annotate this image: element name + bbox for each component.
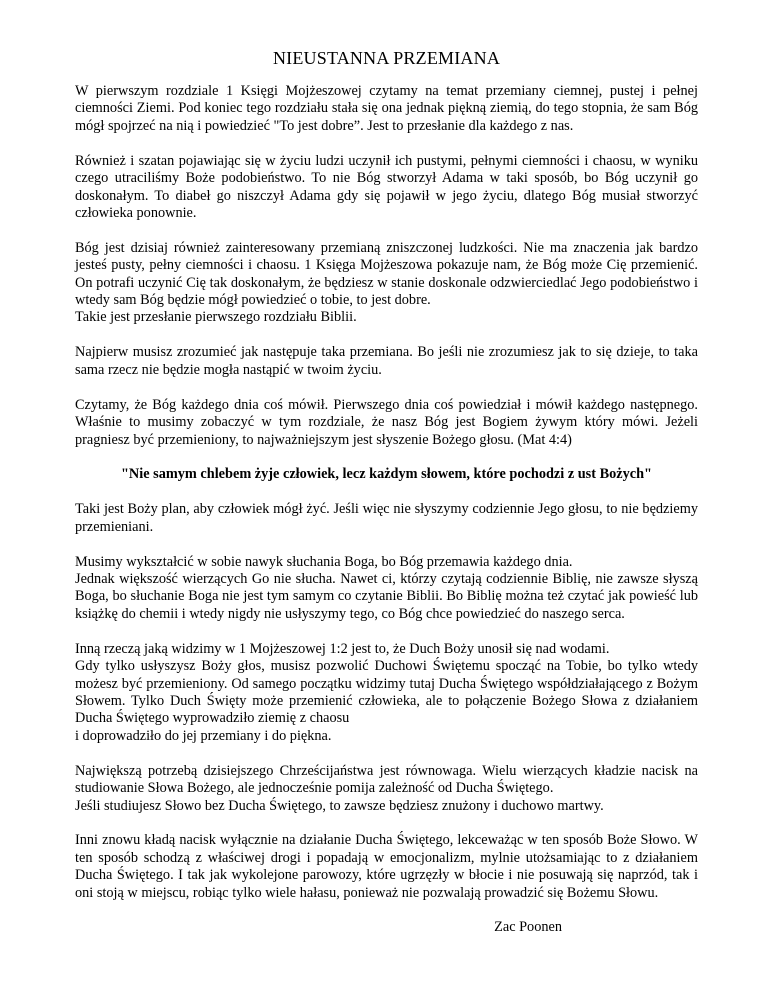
document-title: NIEUSTANNA PRZEMIANA bbox=[272, 48, 501, 68]
paragraph-line: Jeśli studiujesz Słowo bez Ducha Świętego, to zawsze będziesz znużony i duchowo martwy. bbox=[75, 797, 604, 814]
paragraph-line: W pierwszym rozdziale 1 Księgi Mojżeszowej czytamy na temat przemiany ciemnej, pustej i pełnej ciemności Ziemi. Pod koniec tego rozdziału stała się ona jednak piękną ziemią, do tego stopnia, że sam Bóg mógł spojrzeć na nią i powiedzieć "To jest dobre”. Jest to przesłanie dla każdego z nas. bbox=[75, 83, 698, 134]
paragraph-line: Bóg jest dzisiaj również zainteresowany przemianą zniszczonej ludzkości. Nie ma znaczenia jak bardzo jesteś pusty, pełny ciemności i chaosu. 1 Księga Mojżeszowa pokazuje nam, że Bóg może Cię przemienić. On potrafi uczynić Cię tak doskonałym, że będziesz w stanie doskonale odzwierciedlać Jego podobieństwo i wtedy sam Bóg będzie mógł powiedzieć o tobie, to jest dobre. bbox=[75, 239, 698, 309]
paragraph-line: Jednak większość wierzących Go nie słucha. Nawet ci, którzy czytają codziennie Biblię, nie zawsze słyszą Boga, bo słuchanie Boga nie jest tym samym co czytanie Biblii. Bo Biblię można też czytać jak powieść lub książkę do chemii i wtedy nigdy nie usłyszymy tego, co Bóg chce powiedzieć do naszego serca. bbox=[75, 571, 698, 622]
paragraph-line: Również i szatan pojawiając się w życiu ludzi uczynił ich pustymi, pełnymi ciemności i chaosu, w wyniku czego utraciliśmy Boże podobieństwo. To nie Bóg stworzył Adama w taki sposób, bo Bóg uczynił go doskonałym. To diabeł go niszczył Adama gdy się pojawił w jego życiu, dlatego Bóg musiał stworzyć człowieka ponownie. bbox=[75, 152, 698, 221]
document-page bbox=[75, 47, 698, 936]
paragraph-line: Inną rzeczą jaką widzimy w 1 Mojżeszowej 1:2 jest to, że Duch Boży unosił się nad wodami. bbox=[75, 640, 610, 657]
paragraph-1 bbox=[75, 83, 698, 135]
paragraph-line: Inni znowu kładą nacisk wyłącznie na działanie Ducha Świętego, lekceważąc w ten sposób Boże Słowo. W ten sposób schodzą z właściwej drogi i popadają w emocjonalizm, mylnie utożsamiając to z działaniem Ducha Świętego. I tak jak wykolejone parowozy, które ugrzęzły w błocie i nie posuwają się naprzód, tak i oni stoją w miejscu, robiąc tylko wiele hałasu, ponieważ nie pozwalają prowadzić się Bożemu Słowu. bbox=[75, 832, 698, 901]
paragraph-5 bbox=[75, 397, 698, 449]
paragraph-line: Czytamy, że Bóg każdego dnia coś mówił. Pierwszego dnia coś powiedział i mówił każdego następnego. Właśnie to musimy zobaczyć w tym rozdziale, że nasz Bóg jest Bogiem żywym który mówi. Jeżeli pragniesz być przemieniony, to najważniejszym jest słyszenie Bożego głosu. (Mat 4:4) bbox=[75, 396, 698, 448]
paragraph-line: Gdy tylko usłyszysz Boży głos, musisz pozwolić Duchowi Świętemu spocząć na Tobie, bo tylko wtedy możesz być przemieniony. Od samego początku widzimy tutaj Ducha Świętego współdziałającego z Bożym Słowem. Tylko Duch Święty może przemienić człowieka, ale to połączenie Bożego Słowa z działaniem Ducha Świętego wyprowadziło ziemię z chaosu bbox=[75, 658, 698, 727]
scripture-quote: "Nie samym chlebem żyje człowiek, lecz każdym słowem, które pochodzi z ust Bożych" bbox=[121, 466, 652, 483]
paragraph-10 bbox=[75, 832, 698, 902]
paragraph-8 bbox=[75, 641, 698, 745]
paragraph-line: Najpierw musisz zrozumieć jak następuje taka przemiana. Bo jeśli nie zrozumiesz jak to się dzieje, to taka sama rzecz nie będzie mogła nastąpić w twoim życiu. bbox=[75, 344, 698, 378]
paragraph-4 bbox=[75, 344, 698, 379]
paragraph-2 bbox=[75, 153, 698, 223]
paragraph-3 bbox=[75, 240, 698, 327]
paragraph-line: Takie jest przesłanie pierwszego rozdziału Biblii. bbox=[75, 309, 357, 326]
paragraph-7 bbox=[75, 554, 698, 624]
paragraph-6 bbox=[75, 501, 698, 536]
paragraph-9 bbox=[75, 763, 698, 815]
author-signature: Zac Poonen bbox=[494, 918, 562, 935]
paragraph-line: i doprowadziło do jej przemiany i do piękna. bbox=[75, 727, 332, 744]
paragraph-line: Musimy wykształcić w sobie nawyk słuchania Boga, bo Bóg przemawia każdego dnia. bbox=[75, 553, 573, 570]
paragraph-line: Taki jest Boży plan, aby człowiek mógł żyć. Jeśli więc nie słyszymy codziennie Jego głosu, to nie będziemy przemieniani. bbox=[75, 501, 698, 535]
paragraph-line: Największą potrzebą dzisiejszego Chrześcijaństwa jest równowaga. Wielu wierzących kładzie nacisk na studiowanie Słowa Bożego, ale jednocześnie pomija zależność od Ducha Świętego. bbox=[75, 762, 698, 797]
